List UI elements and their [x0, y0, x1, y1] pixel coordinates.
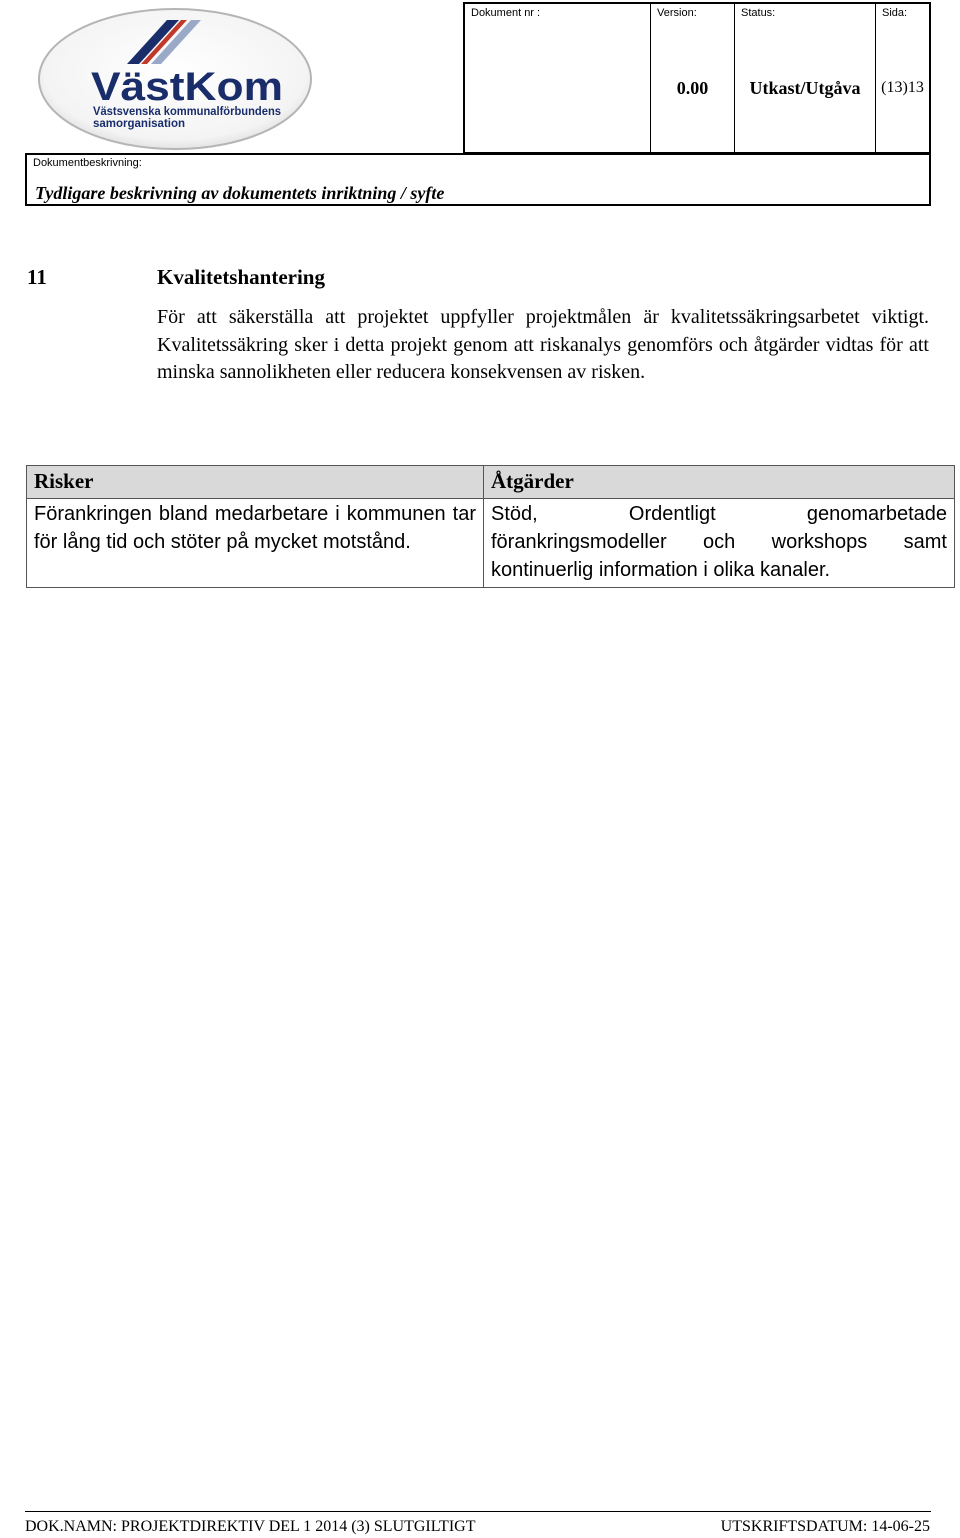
footer-document-name: DOK.NAMN: PROJEKTDIREKTIV DEL 1 2014 (3) SLUTGILTIGT — [25, 1518, 476, 1535]
section-number: 11 — [27, 265, 47, 289]
page-label: Sida: — [882, 7, 908, 19]
document-description-value: Tydligare beskrivning av dokumentets inriktning / syfte — [35, 183, 445, 203]
document-nr-cell — [465, 4, 651, 152]
vastkom-logo — [35, 6, 317, 152]
version-value: 0.00 — [676, 78, 709, 98]
document-meta-table — [463, 2, 931, 154]
version-label: Version: — [657, 7, 697, 19]
document-header — [25, 2, 931, 206]
status-cell — [735, 4, 876, 152]
section-body: För att säkerställa att projektet uppfyller projektmålen är kvalitetssäkringsarbetet viktigt. Kvalitetssäkring sker i detta projekt genom att riskanalys genomförs och åtgärder vidtas för att minska sannolikheten eller reducera konsekvensen av risken. — [157, 306, 929, 383]
risk-cell: Förankringen bland medarbetare i kommunen tar för lång tid och stöter på mycket motstånd. — [27, 499, 484, 588]
document-nr-label: Dokument nr : — [471, 7, 541, 19]
page-cell — [876, 4, 929, 152]
table-row — [27, 499, 955, 588]
page-value: (13)13 — [881, 79, 924, 96]
section-title: Kvalitetshantering — [157, 265, 325, 289]
footer-divider — [25, 1511, 931, 1512]
logo-subtitle-1: Västsvenska kommunalförbundens — [93, 106, 281, 118]
section-heading — [27, 265, 325, 290]
footer-print-date: UTSKRIFTSDATUM: 14-06-25 — [720, 1518, 930, 1535]
risk-table-header-row — [27, 466, 955, 499]
status-value: Utkast/Utgåva — [749, 78, 861, 98]
status-label: Status: — [741, 7, 776, 19]
document-description-label: Dokumentbeskrivning: — [33, 157, 142, 169]
logo-subtitle-2: samorganisation — [93, 118, 186, 130]
risk-table — [26, 465, 955, 588]
document-description-box — [25, 153, 931, 206]
action-cell: Stöd, Ordentligt genomarbetade förankringsmodeller och workshops samt kontinuerlig information i olika kanaler. — [484, 499, 955, 588]
logo-wordmark: VästKom — [91, 65, 283, 109]
risk-column-header: Risker — [27, 466, 484, 499]
action-column-header: Åtgärder — [484, 466, 955, 499]
version-cell — [651, 4, 735, 152]
